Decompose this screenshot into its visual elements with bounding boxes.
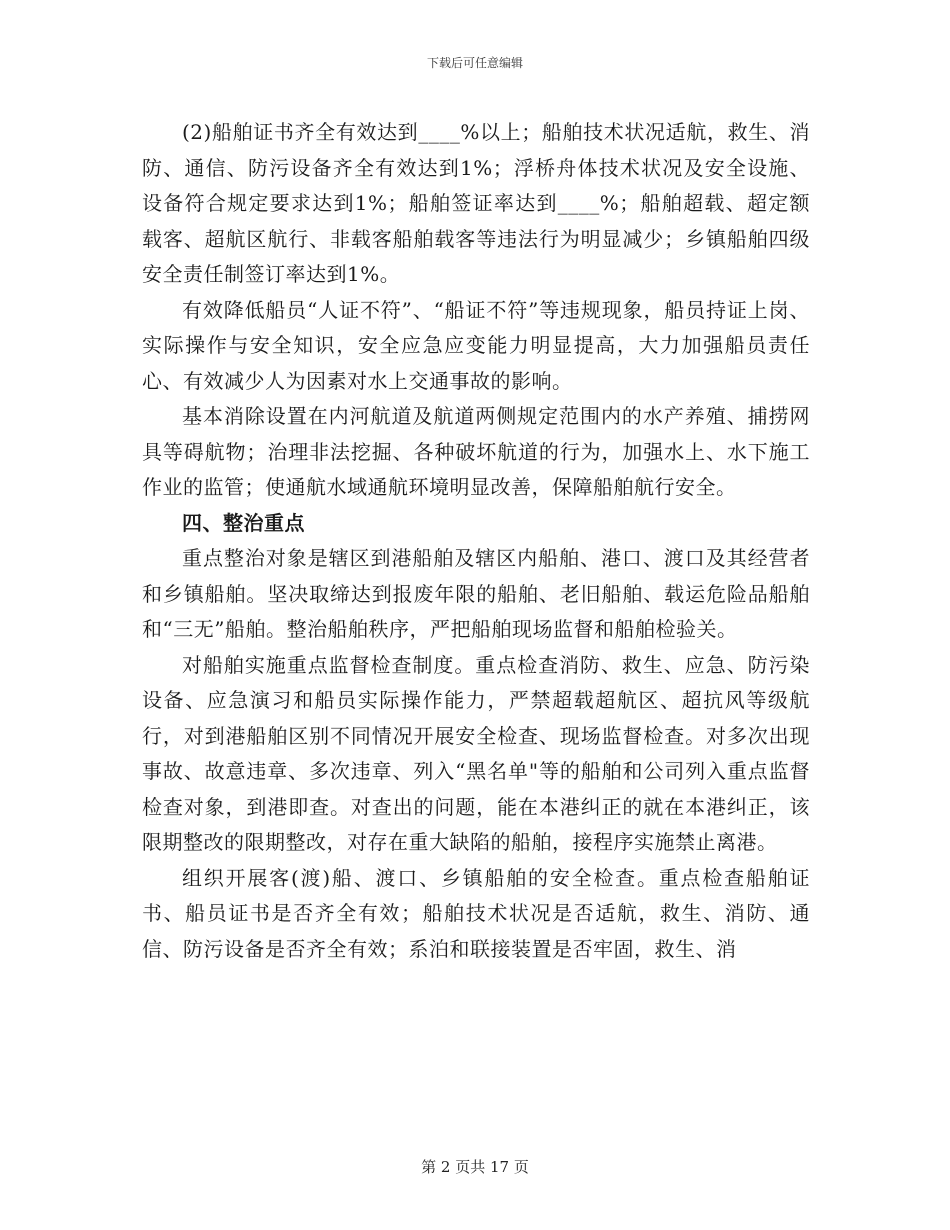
paragraph-inspection-system: 对船舶实施重点监督检查制度。重点检查消防、救生、应急、防污染设备、应急演习和船员实际操作能力，严禁超载超航区、超抗风等级航行，对到港船舶区别不同情况开展安全检查、现场监督检查。对多次出现事故、故意违章、多次违章、列入“黑名单"等的船舶和公司列入重点监督检查对象，到港即查。对查出的问题，能在本港纠正的就在本港纠正，该限期整改的限期整改，对存在重大缺陷的船舶，接程序实施禁止离港。 [142,652,810,854]
document-body [142,115,810,967]
paragraph-crew-compliance: 有效降低船员“人证不符”、“船证不符”等违规现象，船员持证上岗、实际操作与安全知识，安全应急应变能力明显提高，大力加强船员责任心、有效减少人为因素对水上交通事故的影响。 [142,297,810,393]
paragraph-key-targets: 重点整治对象是辖区到港船舶及辖区内船舶、港口、渡口及其经营者和乡镇船舶。坚决取缔达到报废年限的船舶、老旧船舶、载运危险品船舶和“三无”船舶。整治船舶秩序，严把船舶现场监督和船舶检验关。 [142,546,810,641]
paragraph-ship-certificates: (2)船舶证书齐全有效达到____%以上；船舶技术状况适航，救生、消防、通信、防污设备齐全有效达到1%；浮桥舟体技术状况及安全设施、设备符合规定要求达到1%；船舶签证率达到____%；船舶超载、超定额载客、超航区航行、非载客船舶载客等违法行为明显减少；乡镇船舶四级安全责任制签订率达到1%。 [142,120,810,286]
paragraph-ferry-inspection: 组织开展客(渡)船、渡口、乡镇船舶的安全检查。重点检查船舶证书、船员证书是否齐全有效；船舶技术状况是否适航，救生、消防、通信、防污设备是否齐全有效；系泊和联接装置是否牢固，救生、消 [142,865,810,961]
section-heading-key-points: 四、整治重点 [182,510,305,535]
page-number-footer: 第 2 页共 17 页 [421,1158,529,1176]
paragraph-navigation-obstacles: 基本消除设置在内河航道及航道两侧规定范围内的水产养殖、捕捞网具等碍航物；治理非法挖掘、各种破坏航道的行为，加强水上、水下施工作业的监管；使通航水域通航环境明显改善，保障船舶航行安全。 [142,404,810,499]
page-header: 下载后可任意编辑 [426,56,523,70]
